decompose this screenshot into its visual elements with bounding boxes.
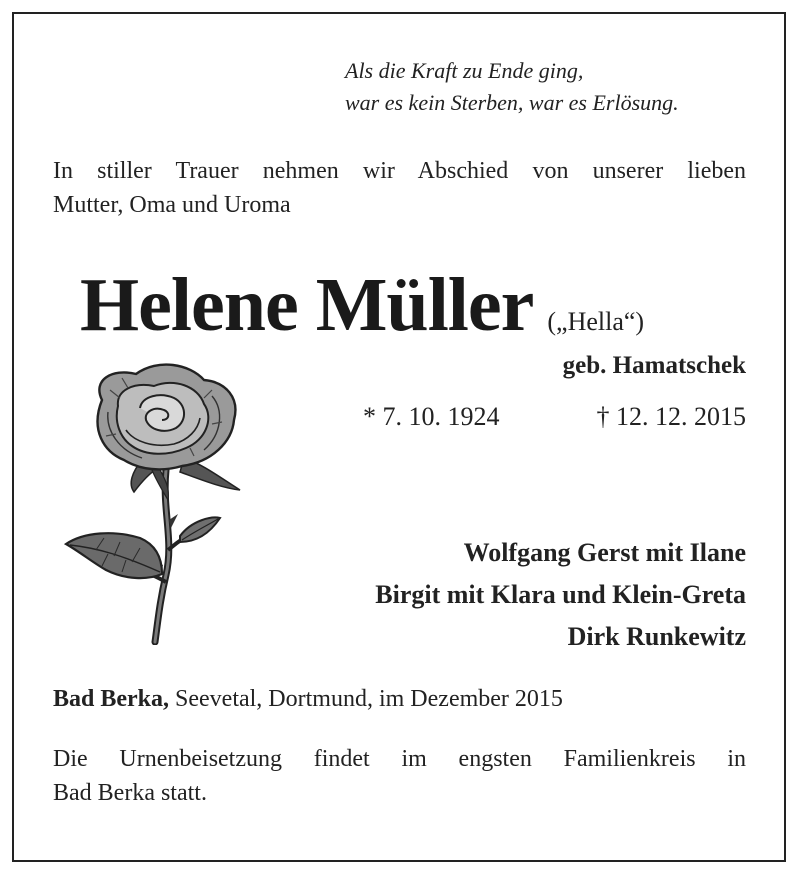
urn-notice-line-2: Bad Berka statt.: [53, 780, 207, 806]
deceased-nickname: („Hella“): [547, 307, 645, 336]
intro-line-1: In stiller Trauer nehmen wir Abschied von unserer lieben: [53, 158, 746, 184]
motto-verse: [345, 55, 679, 119]
intro-text: [53, 154, 746, 222]
mourners-list: [375, 532, 746, 658]
mourner-1: Wolfgang Gerst mit Ilane: [463, 538, 746, 567]
mourner-2: Birgit mit Klara und Klein-Greta: [375, 580, 746, 609]
deceased-name-line: [80, 262, 746, 349]
rose-icon: [62, 360, 252, 645]
motto-line-2: war es kein Sterben, war es Erlösung.: [345, 90, 679, 115]
motto-line-1: Als die Kraft zu Ende ging,: [345, 58, 584, 83]
mourner-3: Dirk Runkewitz: [567, 622, 746, 651]
birth-date: * 7. 10. 1924: [363, 402, 500, 431]
deceased-name: Helene Müller: [80, 263, 534, 347]
maiden-name: geb. Hamatschek: [562, 352, 746, 379]
intro-line-2: Mutter, Oma und Uroma: [53, 192, 291, 218]
death-date: † 12. 12. 2015: [596, 402, 746, 431]
place-city: Bad Berka,: [53, 686, 170, 712]
place-date-line: [53, 686, 563, 713]
urn-notice: [53, 742, 746, 810]
place-rest: Seevetal, Dortmund, im Dezember 2015: [169, 686, 563, 712]
urn-notice-line-1: Die Urnenbeisetzung findet im engsten Familienkreis in: [53, 746, 746, 772]
